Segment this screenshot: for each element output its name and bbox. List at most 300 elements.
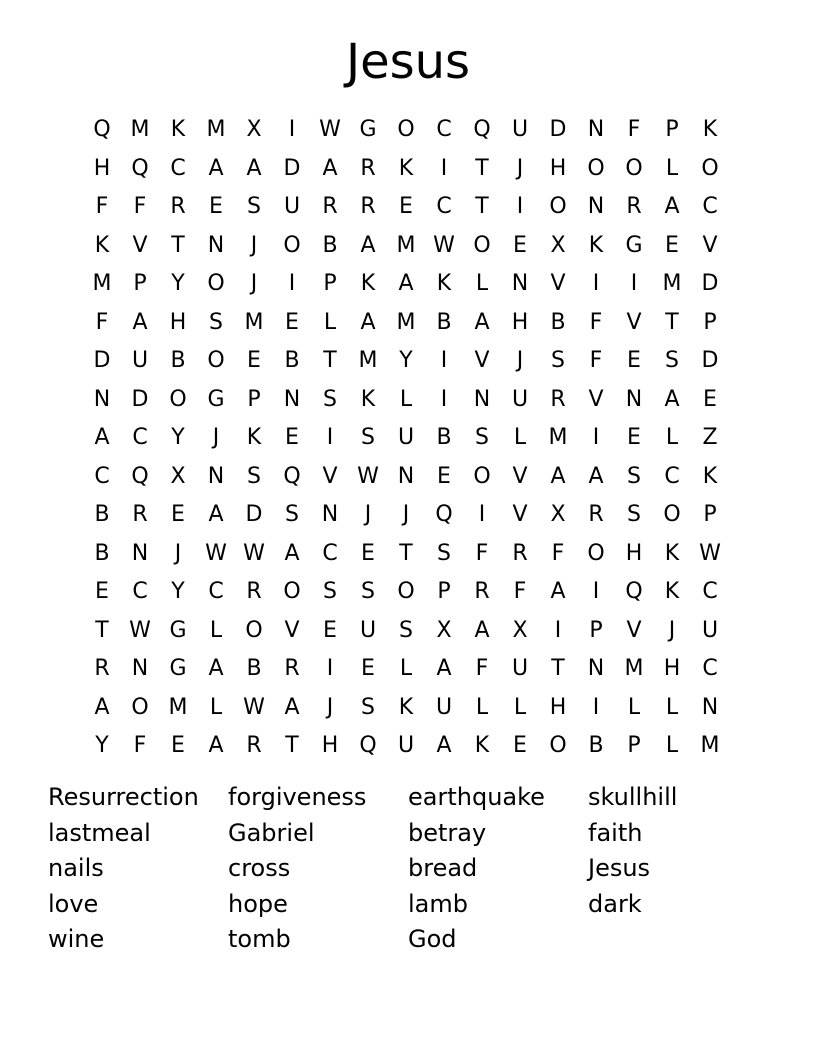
grid-letter[interactable]: L	[399, 386, 413, 412]
grid-letter[interactable]: R	[132, 502, 148, 528]
grid-letter[interactable]: Q	[435, 502, 453, 528]
grid-letter[interactable]: C	[170, 155, 186, 181]
word-list-item: wine	[48, 925, 105, 953]
grid-letter[interactable]: E	[627, 348, 641, 374]
grid-letter[interactable]: A	[208, 155, 224, 181]
grid-letter[interactable]: F	[95, 194, 109, 220]
grid-letter[interactable]: I	[630, 271, 638, 297]
grid-letter[interactable]: S	[323, 579, 337, 605]
grid-letter[interactable]: C	[702, 579, 718, 605]
grid-letter[interactable]: M	[130, 117, 150, 143]
grid-letter[interactable]: V	[512, 463, 528, 489]
grid-letter[interactable]: O	[587, 540, 605, 566]
grid-letter[interactable]: G	[359, 117, 377, 143]
grid-letter[interactable]: O	[663, 502, 681, 528]
grid-letter[interactable]: R	[588, 502, 604, 528]
grid-letter[interactable]: Q	[131, 463, 149, 489]
grid-letter[interactable]: B	[246, 656, 262, 682]
grid-letter[interactable]: N	[587, 194, 605, 220]
grid-letter[interactable]: P	[133, 271, 147, 297]
grid-letter[interactable]: R	[474, 579, 490, 605]
grid-letter[interactable]: U	[511, 656, 529, 682]
grid-letter[interactable]: O	[131, 694, 149, 720]
grid-letter[interactable]: X	[170, 463, 186, 489]
grid-letter[interactable]: O	[245, 617, 263, 643]
grid-letter[interactable]: S	[475, 425, 489, 451]
grid-letter[interactable]: H	[321, 733, 339, 759]
grid-letter[interactable]: S	[247, 463, 261, 489]
grid-row	[83, 150, 729, 189]
grid-letter[interactable]: O	[549, 733, 567, 759]
grid-letter[interactable]: W	[357, 463, 379, 489]
grid-letter[interactable]: I	[592, 271, 600, 297]
grid-letter[interactable]: V	[322, 463, 338, 489]
grid-letter[interactable]: M	[92, 271, 112, 297]
grid-letter[interactable]: T	[323, 348, 337, 374]
grid-letter[interactable]: A	[474, 309, 490, 335]
grid-letter[interactable]: K	[702, 463, 718, 489]
grid-letter[interactable]: S	[323, 386, 337, 412]
grid-letter[interactable]: N	[511, 271, 529, 297]
grid-letter[interactable]: X	[436, 617, 452, 643]
grid-letter[interactable]: O	[283, 579, 301, 605]
grid-letter[interactable]: S	[285, 502, 299, 528]
grid-letter[interactable]: B	[436, 425, 452, 451]
grid-letter[interactable]: N	[473, 386, 491, 412]
grid-letter[interactable]: I	[440, 386, 448, 412]
grid-letter[interactable]: M	[396, 232, 416, 258]
grid-letter[interactable]: S	[361, 579, 375, 605]
grid-letter[interactable]: A	[208, 656, 224, 682]
grid-letter[interactable]: S	[627, 502, 641, 528]
grid-letter[interactable]: L	[513, 694, 527, 720]
grid-letter[interactable]: A	[132, 309, 148, 335]
grid-letter[interactable]: V	[626, 617, 642, 643]
grid-letter[interactable]: R	[170, 194, 186, 220]
grid-letter[interactable]: C	[94, 463, 110, 489]
word-list-item: betray	[408, 818, 487, 847]
grid-letter[interactable]: C	[664, 463, 680, 489]
grid-letter[interactable]: U	[359, 617, 377, 643]
grid-letter[interactable]: B	[94, 540, 110, 566]
grid-letter[interactable]: J	[364, 502, 372, 528]
grid-letter[interactable]: E	[513, 232, 527, 258]
grid-letter[interactable]: N	[397, 463, 415, 489]
grid-letter[interactable]: I	[592, 694, 600, 720]
grid-letter[interactable]: D	[131, 386, 149, 412]
grid-letter[interactable]: U	[131, 348, 149, 374]
grid-letter[interactable]: J	[250, 271, 258, 297]
grid-letter[interactable]: F	[95, 309, 109, 335]
grid-letter[interactable]: P	[589, 617, 603, 643]
word-list-item: forgiveness	[228, 783, 367, 811]
grid-letter[interactable]: Q	[625, 579, 643, 605]
grid-letter[interactable]: I	[592, 579, 600, 605]
grid-letter[interactable]: J	[250, 232, 258, 258]
grid-letter[interactable]: M	[358, 348, 378, 374]
grid-letter[interactable]: A	[398, 271, 414, 297]
grid-letter[interactable]: S	[551, 348, 565, 374]
grid-letter[interactable]: I	[288, 271, 296, 297]
grid-letter[interactable]: A	[94, 694, 110, 720]
grid-letter[interactable]: U	[397, 425, 415, 451]
grid-letter[interactable]: B	[588, 733, 604, 759]
grid-letter[interactable]: N	[625, 386, 643, 412]
grid-letter[interactable]: H	[625, 540, 643, 566]
grid-letter[interactable]: J	[402, 502, 410, 528]
grid-letter[interactable]: E	[361, 540, 375, 566]
grid-letter[interactable]: F	[627, 117, 641, 143]
grid-letter[interactable]: C	[132, 425, 148, 451]
grid-letter[interactable]: P	[627, 733, 641, 759]
grid-letter[interactable]: L	[665, 155, 679, 181]
grid-letter[interactable]: F	[513, 579, 527, 605]
grid-letter[interactable]: W	[205, 540, 227, 566]
grid-letter[interactable]: K	[474, 733, 490, 759]
word-column	[588, 780, 768, 958]
grid-letter[interactable]: O	[207, 271, 225, 297]
grid-letter[interactable]: L	[209, 617, 223, 643]
grid-letter[interactable]: D	[93, 348, 111, 374]
grid-letter[interactable]: C	[132, 579, 148, 605]
grid-letter[interactable]: E	[323, 617, 337, 643]
grid-letter[interactable]: W	[243, 540, 265, 566]
grid-letter[interactable]: E	[399, 194, 413, 220]
grid-letter[interactable]: B	[170, 348, 186, 374]
grid-letter[interactable]: C	[436, 117, 452, 143]
grid-letter[interactable]: R	[550, 386, 566, 412]
grid-row	[83, 573, 729, 612]
grid-letter[interactable]: D	[701, 271, 719, 297]
grid-letter[interactable]: V	[474, 348, 490, 374]
grid-letter[interactable]: S	[665, 348, 679, 374]
grid-letter[interactable]: S	[209, 309, 223, 335]
grid-letter[interactable]: E	[95, 579, 109, 605]
grid-letter[interactable]: N	[207, 463, 225, 489]
grid-letter[interactable]: W	[433, 232, 455, 258]
grid-letter[interactable]: O	[473, 463, 491, 489]
grid-row	[83, 689, 729, 728]
grid-letter[interactable]: M	[396, 309, 416, 335]
grid-letter[interactable]: R	[246, 733, 262, 759]
grid-letter[interactable]: O	[701, 155, 719, 181]
grid-letter[interactable]: R	[360, 194, 376, 220]
grid-letter[interactable]: N	[321, 502, 339, 528]
grid-letter[interactable]: U	[701, 617, 719, 643]
grid-letter[interactable]: E	[171, 733, 185, 759]
grid-letter[interactable]: Y	[399, 348, 413, 374]
grid-letter[interactable]: Q	[473, 117, 491, 143]
grid-letter[interactable]: S	[361, 425, 375, 451]
grid-letter[interactable]: X	[550, 232, 566, 258]
grid-letter[interactable]: T	[551, 656, 565, 682]
grid-letter[interactable]: K	[588, 232, 604, 258]
grid-letter[interactable]: F	[133, 194, 147, 220]
grid-letter[interactable]: L	[475, 694, 489, 720]
grid-letter[interactable]: L	[475, 271, 489, 297]
grid-letter[interactable]: K	[170, 117, 186, 143]
grid-letter[interactable]: W	[699, 540, 721, 566]
grid-letter[interactable]: E	[437, 463, 451, 489]
grid-letter[interactable]: I	[288, 117, 296, 143]
grid-letter[interactable]: A	[664, 386, 680, 412]
grid-letter[interactable]: V	[284, 617, 300, 643]
grid-letter[interactable]: O	[283, 232, 301, 258]
grid-letter[interactable]: K	[664, 540, 680, 566]
grid-letter[interactable]: C	[208, 579, 224, 605]
grid-letter[interactable]: V	[132, 232, 148, 258]
grid-letter[interactable]: H	[93, 155, 111, 181]
grid-letter[interactable]: B	[322, 232, 338, 258]
grid-letter[interactable]: A	[284, 694, 300, 720]
grid-letter[interactable]: K	[398, 155, 414, 181]
grid-letter[interactable]: O	[397, 579, 415, 605]
grid-letter[interactable]: R	[626, 194, 642, 220]
grid-letter[interactable]: K	[398, 694, 414, 720]
grid-letter[interactable]: A	[436, 733, 452, 759]
grid-letter[interactable]: R	[512, 540, 528, 566]
grid-letter[interactable]: L	[665, 425, 679, 451]
grid-letter[interactable]: H	[549, 155, 567, 181]
grid-letter[interactable]: E	[285, 425, 299, 451]
grid-letter[interactable]: M	[206, 117, 226, 143]
grid-letter[interactable]: A	[246, 155, 262, 181]
grid-letter[interactable]: F	[475, 540, 489, 566]
grid-letter[interactable]: P	[703, 502, 717, 528]
grid-letter[interactable]: A	[94, 425, 110, 451]
grid-letter[interactable]: G	[207, 386, 225, 412]
grid-letter[interactable]: N	[207, 232, 225, 258]
grid-letter[interactable]: O	[549, 194, 567, 220]
grid-letter[interactable]: J	[212, 425, 220, 451]
grid-letter[interactable]: E	[627, 425, 641, 451]
grid-letter[interactable]: G	[169, 656, 187, 682]
grid-letter[interactable]: P	[323, 271, 337, 297]
grid-letter[interactable]: T	[665, 309, 679, 335]
grid-letter[interactable]: T	[171, 232, 185, 258]
grid-letter[interactable]: F	[551, 540, 565, 566]
grid-letter[interactable]: Y	[171, 579, 185, 605]
grid-letter[interactable]: M	[662, 271, 682, 297]
grid-letter[interactable]: N	[93, 386, 111, 412]
grid-letter[interactable]: A	[284, 540, 300, 566]
grid-letter[interactable]: J	[668, 617, 676, 643]
grid-letter[interactable]: V	[550, 271, 566, 297]
grid-letter[interactable]: J	[516, 155, 524, 181]
grid-letter[interactable]: O	[207, 348, 225, 374]
grid-letter[interactable]: M	[624, 656, 644, 682]
grid-letter[interactable]: O	[397, 117, 415, 143]
grid-letter[interactable]: A	[550, 463, 566, 489]
grid-letter[interactable]: W	[319, 117, 341, 143]
grid-letter[interactable]: H	[511, 309, 529, 335]
grid-letter[interactable]: O	[169, 386, 187, 412]
grid-letter[interactable]: W	[243, 694, 265, 720]
grid-letter[interactable]: K	[702, 117, 718, 143]
grid-row	[83, 265, 729, 304]
grid-letter[interactable]: D	[245, 502, 263, 528]
grid-letter[interactable]: K	[246, 425, 262, 451]
grid-letter[interactable]: N	[131, 540, 149, 566]
grid-letter[interactable]: K	[664, 579, 680, 605]
grid-letter[interactable]: N	[701, 694, 719, 720]
grid-letter[interactable]: C	[702, 656, 718, 682]
grid-letter[interactable]: Y	[171, 425, 185, 451]
grid-letter[interactable]: D	[701, 348, 719, 374]
grid-letter[interactable]: P	[703, 309, 717, 335]
grid-letter[interactable]: N	[587, 117, 605, 143]
grid-letter[interactable]: U	[511, 386, 529, 412]
grid-letter[interactable]: A	[550, 579, 566, 605]
grid-letter[interactable]: H	[169, 309, 187, 335]
grid-letter[interactable]: P	[437, 579, 451, 605]
grid-letter[interactable]: I	[516, 194, 524, 220]
grid-letter[interactable]: I	[326, 656, 334, 682]
grid-letter[interactable]: E	[361, 656, 375, 682]
grid-letter[interactable]: Q	[93, 117, 111, 143]
grid-letter[interactable]: D	[549, 117, 567, 143]
grid-letter[interactable]: R	[360, 155, 376, 181]
grid-letter[interactable]: A	[474, 617, 490, 643]
grid-letter[interactable]: S	[627, 463, 641, 489]
grid-letter[interactable]: P	[665, 117, 679, 143]
grid-letter[interactable]: W	[129, 617, 151, 643]
grid-letter[interactable]: L	[323, 309, 337, 335]
grid-letter[interactable]: M	[168, 694, 188, 720]
grid-letter[interactable]: E	[513, 733, 527, 759]
grid-letter[interactable]: K	[94, 232, 110, 258]
grid-letter[interactable]: A	[436, 656, 452, 682]
grid-letter[interactable]: O	[473, 232, 491, 258]
grid-letter[interactable]: T	[475, 155, 489, 181]
grid-letter[interactable]: J	[174, 540, 182, 566]
grid-letter[interactable]: C	[702, 194, 718, 220]
grid-letter[interactable]: U	[397, 733, 415, 759]
grid-letter[interactable]: T	[399, 540, 413, 566]
grid-letter[interactable]: I	[554, 617, 562, 643]
grid-letter[interactable]: T	[285, 733, 299, 759]
grid-letter[interactable]: R	[246, 579, 262, 605]
grid-letter[interactable]: X	[512, 617, 528, 643]
grid-letter[interactable]: B	[550, 309, 566, 335]
grid-letter[interactable]: M	[244, 309, 264, 335]
grid-letter[interactable]: I	[592, 425, 600, 451]
grid-letter[interactable]: C	[322, 540, 338, 566]
grid-letter[interactable]: X	[550, 502, 566, 528]
grid-letter[interactable]: U	[511, 117, 529, 143]
grid-letter[interactable]: V	[512, 502, 528, 528]
grid-letter[interactable]: H	[549, 694, 567, 720]
grid-letter[interactable]: A	[588, 463, 604, 489]
grid-letter[interactable]: N	[587, 656, 605, 682]
grid-letter[interactable]: U	[435, 694, 453, 720]
grid-letter[interactable]: M	[700, 733, 720, 759]
grid-letter[interactable]: M	[548, 425, 568, 451]
grid-letter[interactable]: K	[360, 271, 376, 297]
grid-letter[interactable]: N	[283, 386, 301, 412]
grid-letter[interactable]: L	[399, 656, 413, 682]
grid-letter[interactable]: J	[326, 694, 334, 720]
grid-letter[interactable]: V	[702, 232, 718, 258]
grid-letter[interactable]: O	[587, 155, 605, 181]
grid-letter[interactable]: S	[437, 540, 451, 566]
word-list-item: tomb	[228, 925, 291, 953]
grid-letter[interactable]: E	[665, 232, 679, 258]
grid-letter[interactable]: A	[322, 155, 338, 181]
grid-letter[interactable]: Q	[359, 733, 377, 759]
grid-letter[interactable]: Q	[131, 155, 149, 181]
grid-letter[interactable]: G	[169, 617, 187, 643]
grid-letter[interactable]: K	[360, 386, 376, 412]
grid-letter[interactable]: I	[440, 155, 448, 181]
grid-letter[interactable]: O	[625, 155, 643, 181]
grid-letter[interactable]: S	[247, 194, 261, 220]
grid-row	[83, 188, 729, 227]
grid-letter[interactable]: F	[475, 656, 489, 682]
grid-letter[interactable]: F	[133, 733, 147, 759]
grid-letter[interactable]: U	[283, 194, 301, 220]
grid-letter[interactable]: I	[326, 425, 334, 451]
grid-letter[interactable]: T	[475, 194, 489, 220]
grid-letter[interactable]: H	[663, 656, 681, 682]
grid-letter[interactable]: Q	[283, 463, 301, 489]
grid-letter[interactable]: A	[664, 194, 680, 220]
grid-letter[interactable]: E	[209, 194, 223, 220]
grid-letter[interactable]: S	[399, 617, 413, 643]
grid-letter[interactable]: C	[436, 194, 452, 220]
grid-letter[interactable]: T	[95, 617, 109, 643]
grid-letter[interactable]: E	[171, 502, 185, 528]
grid-letter[interactable]: N	[131, 656, 149, 682]
grid-letter[interactable]: R	[322, 194, 338, 220]
grid-letter[interactable]: L	[209, 694, 223, 720]
grid-letter[interactable]: L	[665, 733, 679, 759]
grid-letter[interactable]: E	[247, 348, 261, 374]
grid-letter[interactable]: B	[94, 502, 110, 528]
grid-letter[interactable]: P	[247, 386, 261, 412]
grid-letter[interactable]: E	[703, 386, 717, 412]
grid-letter[interactable]: A	[208, 502, 224, 528]
grid-letter[interactable]: A	[360, 232, 376, 258]
grid-letter[interactable]: F	[589, 348, 603, 374]
grid-letter[interactable]: L	[627, 694, 641, 720]
grid-letter[interactable]: Y	[171, 271, 185, 297]
grid-letter[interactable]: V	[588, 386, 604, 412]
grid-letter[interactable]: D	[283, 155, 301, 181]
grid-letter[interactable]: S	[361, 694, 375, 720]
grid-letter[interactable]: J	[516, 348, 524, 374]
grid-letter[interactable]: A	[208, 733, 224, 759]
grid-letter[interactable]: A	[360, 309, 376, 335]
grid-letter[interactable]: R	[284, 656, 300, 682]
grid-letter[interactable]: K	[436, 271, 452, 297]
grid-letter[interactable]: E	[285, 309, 299, 335]
grid-letter[interactable]: Y	[95, 733, 109, 759]
grid-letter[interactable]: B	[284, 348, 300, 374]
letter-grid[interactable]	[83, 111, 729, 766]
grid-letter[interactable]: F	[589, 309, 603, 335]
grid-letter[interactable]: L	[665, 694, 679, 720]
grid-letter[interactable]: X	[246, 117, 262, 143]
grid-letter[interactable]: I	[440, 348, 448, 374]
grid-letter[interactable]: B	[436, 309, 452, 335]
grid-letter[interactable]: I	[478, 502, 486, 528]
grid-letter[interactable]: L	[513, 425, 527, 451]
grid-letter[interactable]: R	[94, 656, 110, 682]
grid-letter[interactable]: V	[626, 309, 642, 335]
grid-letter[interactable]: Z	[702, 425, 718, 451]
grid-letter[interactable]: G	[625, 232, 643, 258]
